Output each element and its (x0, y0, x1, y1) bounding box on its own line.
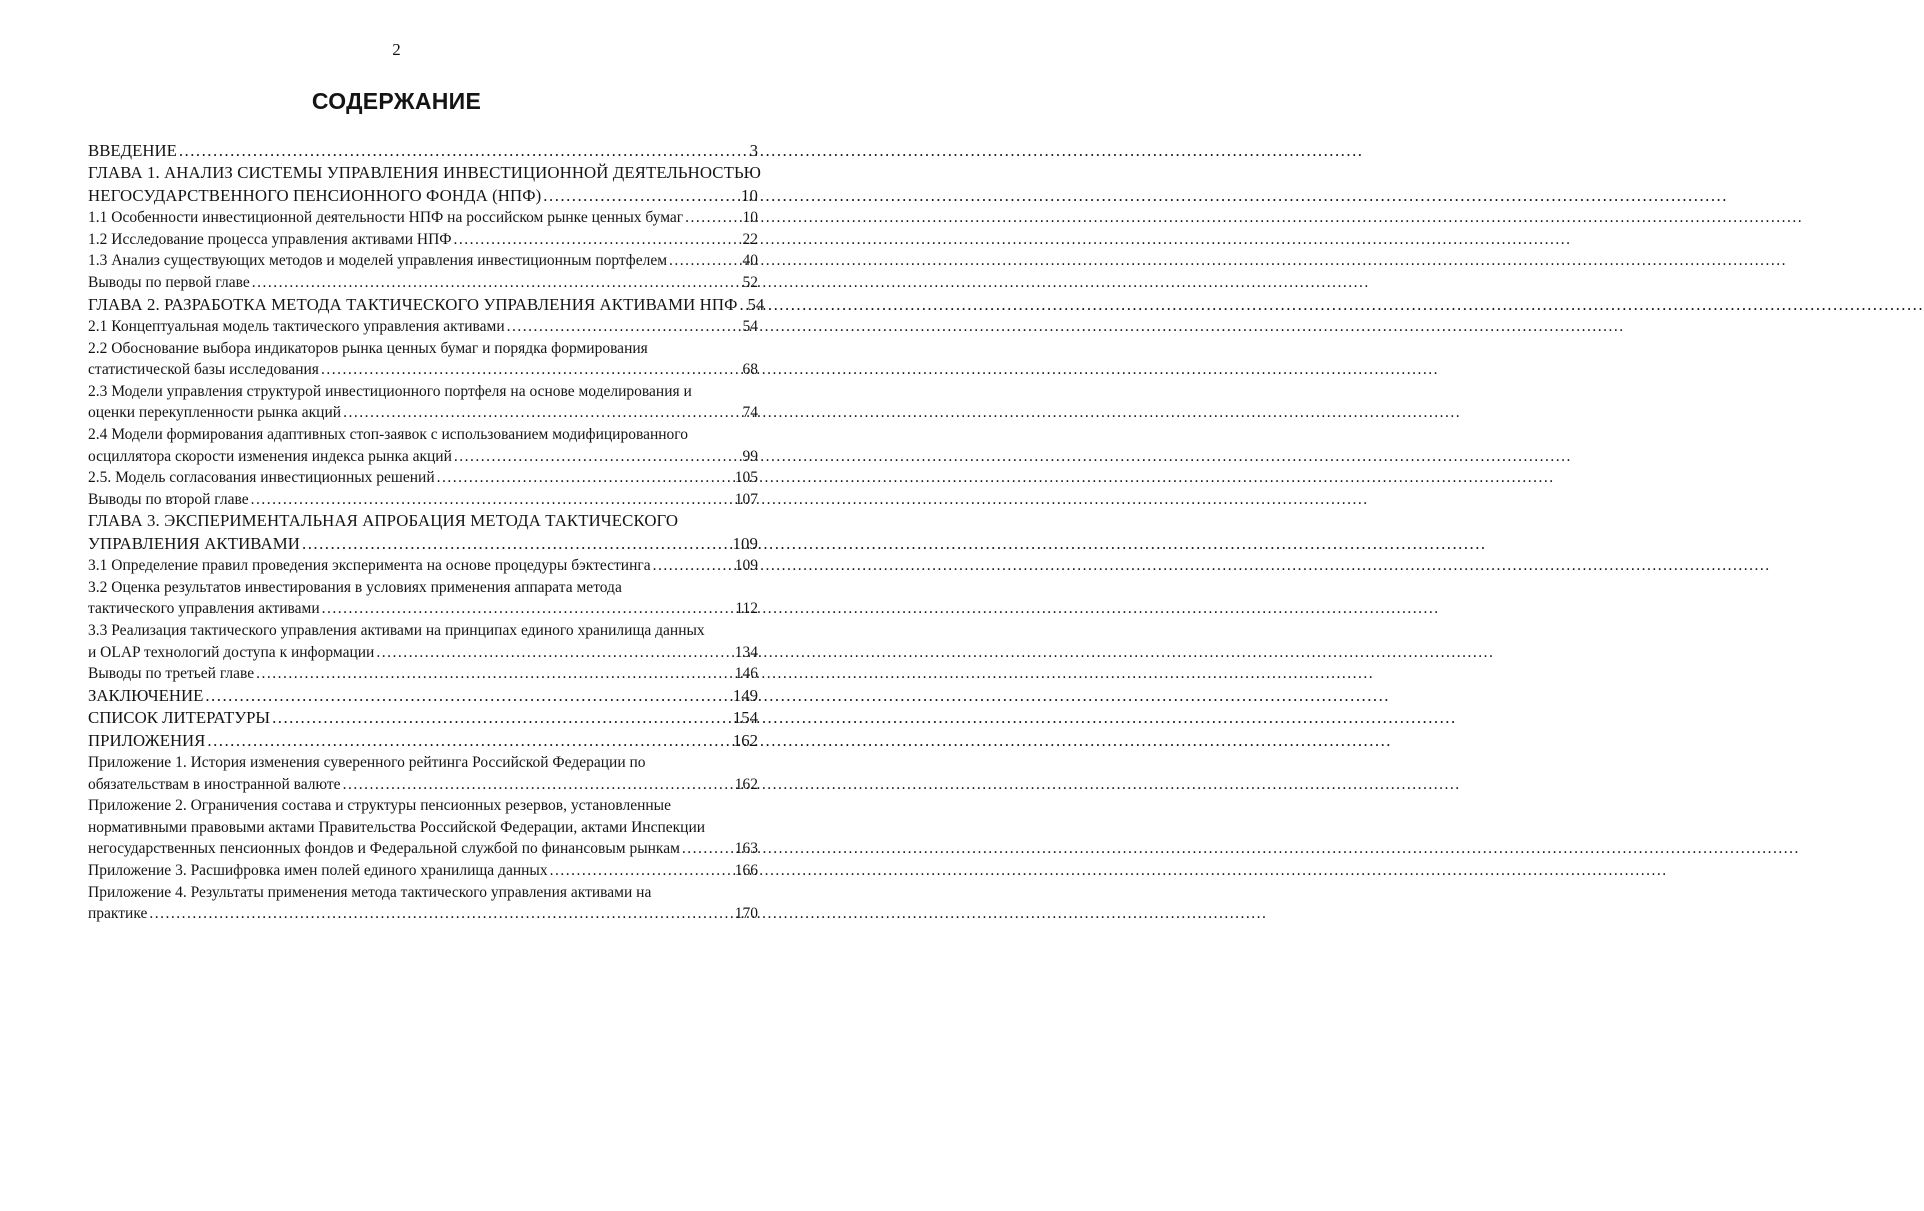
toc-entry-page-number: 163 (734, 840, 758, 858)
toc-entry-title: и OLAP технологий доступа к информации (88, 643, 375, 661)
toc-entry-page-number: 162 (734, 775, 758, 793)
toc-entry[interactable] (88, 860, 758, 882)
dot-leader (322, 598, 734, 620)
toc-entry-text-line: 2.4 Модели формирования адаптивных стоп-заявок с использованием модифицированного (88, 425, 689, 443)
toc-entry-page-number: 134 (734, 643, 758, 661)
toc-entry-title: Выводы по третьей главе (88, 665, 255, 683)
dot-leader (252, 272, 741, 294)
toc-entry-page-number: 10 (741, 185, 758, 205)
toc-entry-page-number: 40 (742, 252, 758, 270)
toc-entry-title: 2.1 Концептуальная модель тактического управления активами (88, 318, 505, 335)
toc-entry-title: 3.1 Определение правил проведения эксперимента на основе процедуры бэктестинга (88, 557, 651, 575)
toc-entry-title: СПИСОК ЛИТЕРАТУРЫ (88, 708, 271, 728)
toc-entry-title: ГЛАВА 2. РАЗРАБОТКА МЕТОДА ТАКТИЧЕСКОГО УПРАВЛЕНИЯ АКТИВАМИ НПФ (88, 294, 738, 314)
toc-entry[interactable] (88, 229, 758, 251)
toc-entry-text-line: ГЛАВА 1. АНАЛИЗ СИСТЕМЫ УПРАВЛЕНИЯ ИНВЕСТИЦИОННОЙ ДЕЯТЕЛЬНОСТЬЮ (88, 163, 762, 183)
toc-entry-title: Выводы по первой главе (88, 274, 250, 291)
page-number: 2 (392, 40, 401, 59)
page-title: СОДЕРЖАНИЕ (311, 88, 482, 114)
toc-entry[interactable] (88, 207, 758, 229)
toc-entry-text-line: 3.2 Оценка результатов инвестирования в условиях применения аппарата метода (88, 578, 622, 596)
dot-leader (321, 359, 741, 381)
toc-entry[interactable] (88, 272, 758, 294)
toc-entry-page-number: 146 (734, 665, 758, 683)
toc-entry-page-number: 99 (742, 447, 758, 465)
toc-entry[interactable] (88, 381, 758, 424)
toc-entry-page-number: 109 (732, 533, 758, 553)
toc-entry-page-number: 22 (742, 230, 758, 248)
toc-entry-title: Приложение 3. Расшифровка имен полей единого хранилища данных (88, 861, 548, 879)
toc-entry-title: НЕГОСУДАРСТВЕННОГО ПЕНСИОННОГО ФОНДА (НПФ) (88, 185, 542, 205)
toc-entry-text-line: нормативными правовыми актами Правительства Российской Федерации, актами Инспекции (88, 818, 706, 836)
toc-entry-text-line: Приложение 4. Результаты применения метода тактического управления активами на (88, 883, 652, 901)
toc-entry-page-number: 54 (742, 318, 758, 335)
toc-entry[interactable] (88, 752, 758, 795)
toc-entry-text-line: ГЛАВА 3. ЭКСПЕРИМЕНТАЛЬНАЯ АПРОБАЦИЯ МЕТОДА ТАКТИЧЕСКОГО (88, 511, 679, 531)
dot-leader (507, 316, 741, 338)
dot-leader (149, 903, 732, 925)
toc-entry[interactable] (88, 882, 758, 925)
toc-entry-page-number: 10 (742, 209, 758, 227)
toc-entry-title: ВВЕДЕНИЕ (88, 141, 177, 160)
toc-entry[interactable] (88, 510, 758, 555)
dot-leader (272, 707, 731, 729)
dot-leader (302, 533, 731, 555)
dot-leader (205, 685, 730, 707)
toc-entry-page-number: 107 (734, 490, 758, 508)
toc-entry-title: 1.2 Исследование процесса управления активами НПФ (88, 230, 452, 248)
dot-leader (543, 185, 739, 207)
toc-entry[interactable] (88, 316, 758, 338)
toc-entry[interactable] (88, 685, 758, 707)
dot-leader (376, 642, 732, 664)
toc-entry-title: обязательствам в иностранной валюте (88, 775, 341, 793)
toc-entry-page-number: 154 (732, 708, 758, 728)
toc-entry-title: 1.1 Особенности инвестиционной деятельности НПФ на российском рынке ценных бумаг (88, 209, 684, 227)
dot-leader (454, 229, 741, 251)
toc-entry-title: статистической базы исследования (88, 361, 319, 379)
toc-entry-text-line: 2.3 Модели управления структурой инвестиционного портфеля на основе моделирования и (88, 382, 692, 400)
toc-entry-title: Выводы по второй главе (88, 490, 249, 508)
toc-entry-title: тактического управления активами (88, 600, 320, 618)
toc-entry-title: оценки перекупленности рынка акций (88, 404, 342, 422)
toc-entry-text-line: 2.2 Обоснование выбора индикаторов рынка ценных бумаг и порядка формирования (88, 339, 648, 357)
dot-leader (207, 730, 730, 752)
toc-entry[interactable] (88, 424, 758, 467)
toc-entry[interactable] (88, 707, 758, 729)
toc-entry[interactable] (88, 555, 758, 577)
toc-entry-page-number: 105 (734, 469, 758, 487)
toc-entry[interactable] (88, 162, 762, 207)
toc-entry-page-number: 52 (742, 274, 758, 291)
toc-entry-page-number: 3 (749, 141, 758, 160)
toc-entry-page-number: 166 (734, 861, 758, 879)
dot-leader (454, 446, 741, 468)
dot-leader (343, 402, 740, 424)
toc-entry-title: практике (88, 905, 148, 923)
toc-entry-page-number: 109 (734, 557, 758, 575)
table-of-contents (88, 140, 765, 925)
toc-entry-page-number: 112 (735, 600, 758, 618)
toc-entry-text-line: 3.3 Реализация тактического управления активами на принципах единого хранилища данных (88, 621, 705, 639)
dot-leader (256, 663, 733, 685)
toc-entry-page-number: 162 (732, 730, 758, 750)
toc-entry-title: 1.3 Анализ существующих методов и моделей управления инвестиционным портфелем (88, 252, 668, 270)
toc-entry[interactable] (88, 577, 758, 620)
dot-leader (685, 207, 740, 229)
toc-entry[interactable] (88, 730, 758, 752)
toc-entry-text-line: Приложение 1. История изменения суверенного рейтинга Российской Федерации по (88, 753, 646, 771)
toc-entry[interactable] (88, 294, 765, 316)
toc-entry-page-number: 68 (742, 361, 758, 379)
toc-entry-page-number: 54 (747, 294, 765, 314)
toc-entry[interactable] (88, 795, 758, 860)
toc-entry-text-line: Приложение 2. Ограничения состава и структуры пенсионных резервов, установленные (88, 797, 671, 815)
toc-entry-title: осциллятора скорости изменения индекса рынка акций (88, 447, 452, 465)
toc-entry-page-number: 170 (734, 905, 758, 923)
toc-entry-page-number: 149 (732, 685, 758, 705)
toc-entry-title: негосударственных пенсионных фондов и Федеральной службой по финансовым рынкам (88, 840, 680, 858)
dot-leader (343, 774, 733, 796)
toc-entry[interactable] (88, 467, 758, 489)
dot-leader (437, 467, 733, 489)
toc-entry[interactable] (88, 663, 758, 685)
dot-leader (251, 489, 733, 511)
toc-entry[interactable] (88, 489, 758, 511)
dot-leader (682, 838, 733, 860)
dot-leader (653, 555, 733, 577)
toc-entry-title: УПРАВЛЕНИЯ АКТИВАМИ (88, 533, 300, 553)
toc-entry-title: ПРИЛОЖЕНИЯ (88, 730, 206, 750)
toc-entry-page-number: 74 (742, 404, 758, 422)
toc-entry[interactable] (88, 140, 758, 162)
dot-leader (550, 860, 733, 882)
toc-entry-title: ЗАКЛЮЧЕНИЕ (88, 685, 204, 705)
dot-leader (669, 250, 740, 272)
dot-leader (179, 140, 748, 162)
toc-entry[interactable] (88, 620, 758, 663)
toc-entry[interactable] (88, 338, 758, 381)
toc-entry[interactable] (88, 250, 758, 272)
toc-entry-title: 2.5. Модель согласования инвестиционных решений (88, 469, 435, 487)
dot-leader (739, 294, 745, 316)
